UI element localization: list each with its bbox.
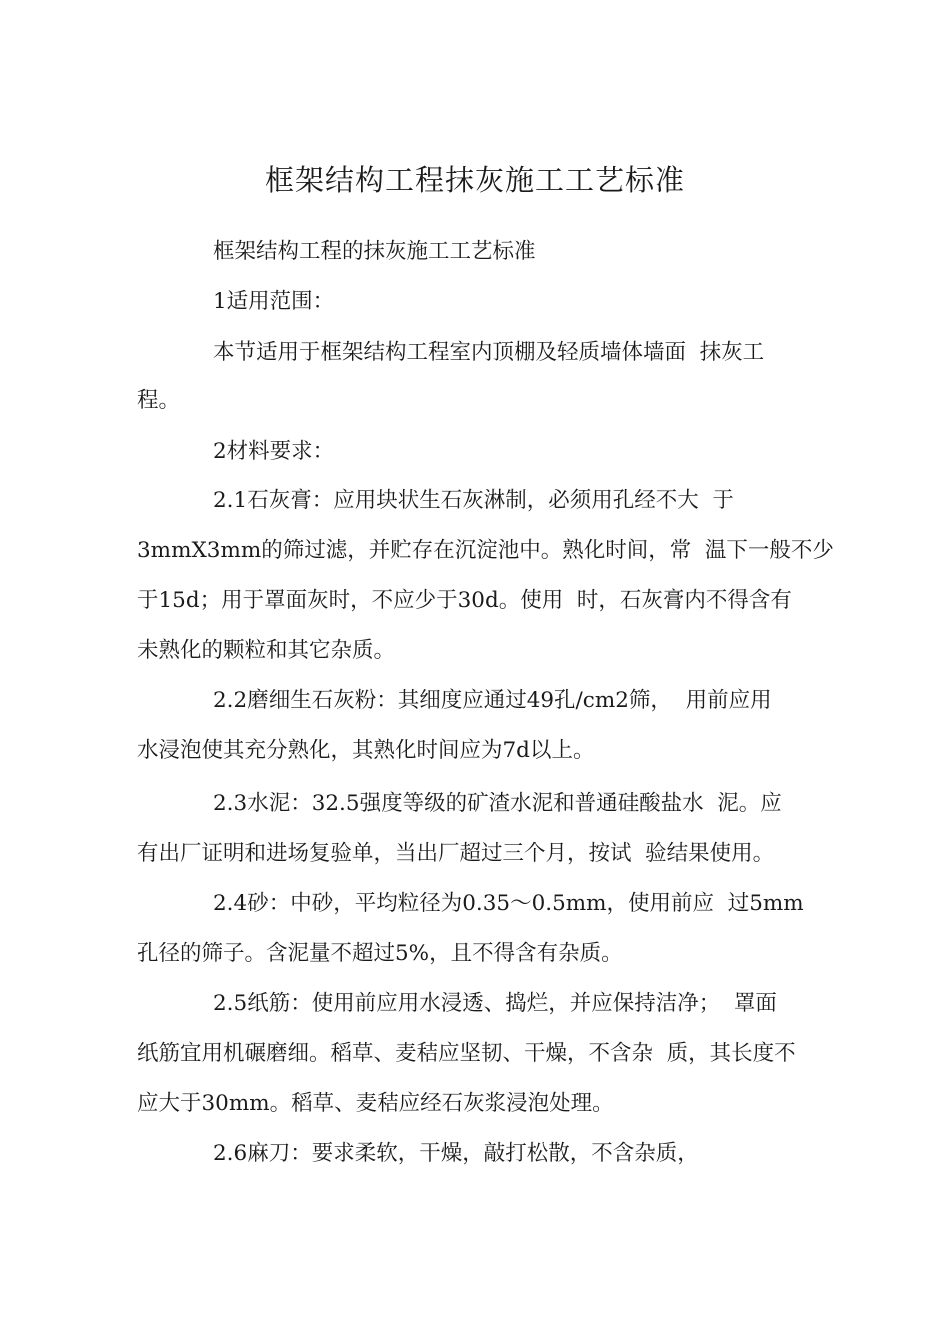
document-subtitle: 框架结构工程的抹灰施工工艺标准: [213, 239, 536, 264]
paragraph-line: 2.2磨细生石灰粉：其细度应通过49孔/cm2筛， 用前应用: [213, 688, 772, 713]
paragraph-line: 于15d；用于罩面灰时，不应少于30d。使用 时，石灰膏内不得含有: [137, 588, 792, 613]
document-title: 框架结构工程抹灰施工工艺标准: [264, 163, 685, 197]
paragraph-line: 2.1石灰膏：应用块状生石灰淋制，必须用孔经不大 于: [213, 488, 734, 513]
paragraph-line: 应大于30mm。稻草、麦秸应经石灰浆浸泡处理。: [137, 1091, 614, 1116]
paragraph-line: 纸筋宜用机碾磨细。稻草、麦秸应坚韧、干燥，不含杂 质，其长度不: [137, 1041, 796, 1066]
section-heading-scope: 1适用范围：: [213, 289, 335, 314]
section-heading-materials: 2材料要求：: [213, 439, 335, 464]
paragraph-line: 水浸泡使其充分熟化，其熟化时间应为7d以上。: [137, 738, 595, 763]
paragraph-line: 2.6麻刀：要求柔软，干燥，敲打松散，不含杂质，: [213, 1141, 699, 1166]
paragraph-line: 2.3水泥：32.5强度等级的矿渣水泥和普通硅酸盐水 泥。应: [213, 791, 782, 816]
paragraph-line: 未熟化的颗粒和其它杂质。: [137, 638, 396, 663]
paragraph-line: 3mmX3mm的筛过滤，并贮存在沉淀池中。熟化时间，常 温下一般不少: [137, 538, 834, 563]
paragraph-line: 2.5纸筋：使用前应用水浸透、捣烂，并应保持洁净； 罩面: [213, 991, 777, 1016]
paragraph-line: 程。: [137, 388, 181, 413]
paragraph-line: 孔径的筛子。含泥量不超过5%，且不得含有杂质。: [137, 941, 623, 966]
paragraph-line: 有出厂证明和进场复验单，当出厂超过三个月，按试 验结果使用。: [137, 841, 775, 866]
paragraph-line: 本节适用于框架结构工程室内顶棚及轻质墙体墙面 抹灰工: [213, 340, 765, 365]
paragraph-line: 2.4砂：中砂，平均粒径为0.35〜0.5mm，使用前应 过5mm: [213, 891, 804, 916]
